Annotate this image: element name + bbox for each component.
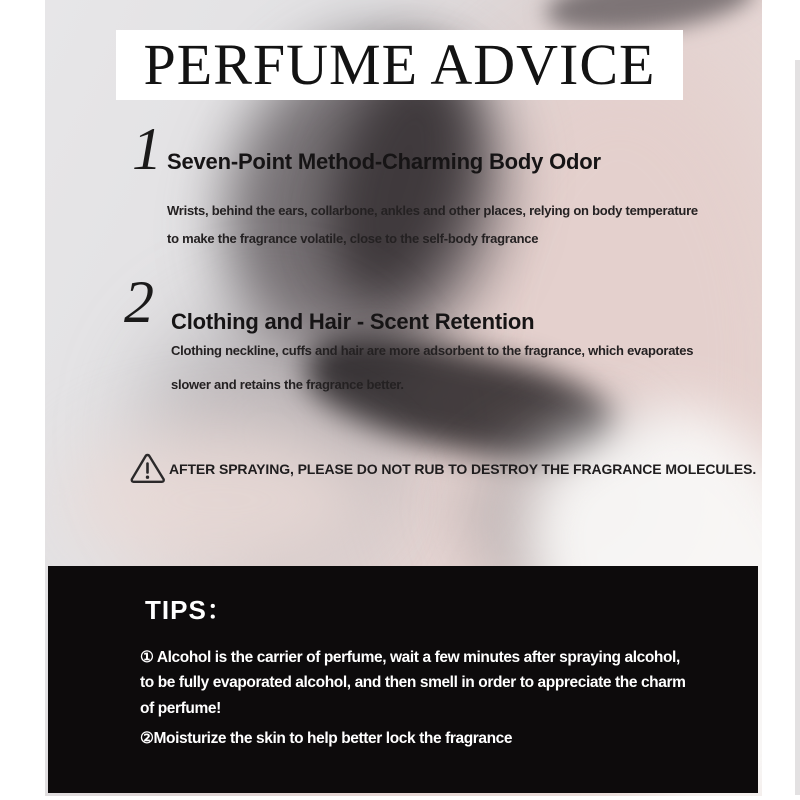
section-2-number: 2 bbox=[124, 269, 154, 335]
photo-skin-lower bbox=[65, 420, 375, 580]
warning-text: AFTER SPRAYING, PLEASE DO NOT RUB TO DESTROY THE FRAGRANCE MOLECULES. bbox=[169, 461, 757, 477]
tip-1-line: to be fully evaporated alcohol, and then smell in order to appreciate the charm bbox=[140, 674, 686, 691]
section-2-body-line: slower and retains the fragrance better. bbox=[171, 377, 404, 392]
section-1-body-line: Wrists, behind the ears, collarbone, ankles and other places, relying on body temperature bbox=[167, 203, 698, 218]
warning-triangle-icon bbox=[129, 453, 166, 483]
right-edge-strip bbox=[795, 60, 800, 795]
section-2-heading: Clothing and Hair - Scent Retention bbox=[171, 309, 535, 334]
page-title: PERFUME ADVICE bbox=[143, 32, 656, 97]
tips-label: TIPS： bbox=[145, 595, 234, 625]
tip-1-line: of perfume! bbox=[140, 700, 221, 717]
section-1-body-line: to make the fragrance volatile, close to the self-body fragrance bbox=[167, 231, 539, 246]
tip-2-line: ②Moisturize the skin to help better lock the fragrance bbox=[140, 730, 513, 747]
section-1-number: 1 bbox=[132, 116, 162, 182]
section-1-heading: Seven-Point Method-Charming Body Odor bbox=[167, 149, 601, 174]
tips-panel bbox=[48, 566, 758, 793]
tip-1-line: ① Alcohol is the carrier of perfume, wait a few minutes after spraying alcohol, bbox=[140, 649, 680, 666]
section-2-body-line: Clothing neckline, cuffs and hair are more adsorbent to the fragrance, which evaporates bbox=[171, 343, 694, 358]
header-banner bbox=[116, 30, 683, 100]
